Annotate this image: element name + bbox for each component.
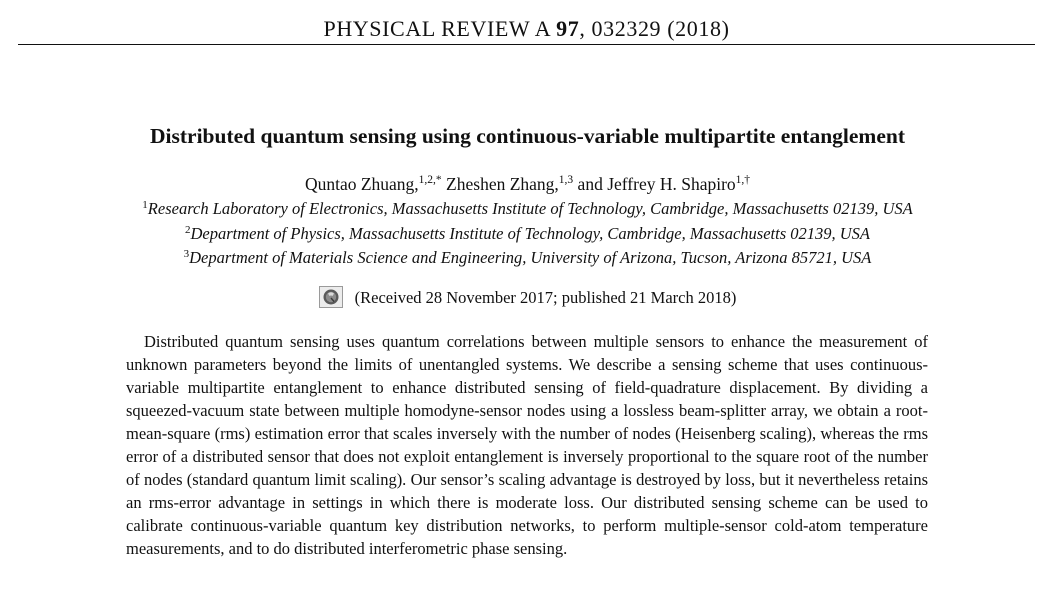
- author-affil-marker[interactable]: 1,3: [558, 174, 574, 186]
- affiliation-text: Department of Physics, Massachusetts Institute of Technology, Cambridge, Massachusetts 02139, USA: [190, 223, 870, 243]
- affiliation-number: 1: [142, 199, 148, 211]
- journal-volume: 97: [556, 16, 580, 41]
- crossmark-icon[interactable]: [319, 286, 343, 308]
- affiliation: [0, 247, 1055, 272]
- author-affil-marker[interactable]: 1,2,*: [418, 174, 442, 186]
- author-name: Jeffrey H. Shapiro: [607, 174, 736, 194]
- author-affil-marker[interactable]: 1,†: [735, 174, 751, 186]
- journal-header: [18, 14, 1035, 45]
- affiliation: [0, 198, 1055, 223]
- received-line: [0, 286, 1055, 310]
- author-conjunction: and: [577, 174, 603, 194]
- author-list: [0, 172, 1055, 199]
- affiliation-number: 2: [184, 223, 191, 236]
- author-name: Quntao Zhuang,: [304, 174, 419, 194]
- abstract: Distributed quantum sensing uses quantum correlations between multiple sensors to enhance the measurement of unknown parameters beyond the limits of unentangled systems. We describe a sensing scheme that uses continuous-variable multipartite entanglement to enhance distributed sensing of field-quadrature displacement. By dividing a squeezed-vacuum state between multiple homodyne-sensor nodes using a lossless beam-splitter array, we obtain a root-mean-square (rms) estimation error that scales inversely with the number of nodes (Heisenberg scaling), whereas the rms error of a distributed sensor that does not exploit entanglement is inversely proportional to the square root of the number of nodes (standard quantum limit scaling). Our sensor’s scaling advantage is destroyed by loss, but it nevertheless retains an rms-error advantage in settings in which there is moderate loss. Our distributed sensing scheme can be used to calibrate continuous-variable quantum key distribution networks, to perform multiple-sensor cold-atom temperature measurements, and to do distributed interferometric phase sensing.: [126, 332, 928, 558]
- affiliation-list: [0, 198, 1055, 272]
- author-name: Zheshen Zhang,: [446, 174, 559, 194]
- affiliation-number: 3: [183, 248, 190, 260]
- paper-title: Distributed quantum sensing using continuous-variable multipartite entanglement: [150, 124, 905, 148]
- article-number: , 032329 (2018): [579, 16, 730, 41]
- journal-name: PHYSICAL REVIEW A: [323, 16, 551, 41]
- affiliation-text: Research Laboratory of Electronics, Massachusetts Institute of Technology, Cambridge, Massachusetts 02139, USA: [147, 199, 913, 218]
- received-dates: (Received 28 November 2017; published 21 March 2018): [354, 288, 737, 307]
- affiliation: [0, 223, 1055, 248]
- affiliation-text: Department of Materials Science and Engineering, University of Arizona, Tucson, Arizona 85721, USA: [189, 248, 872, 267]
